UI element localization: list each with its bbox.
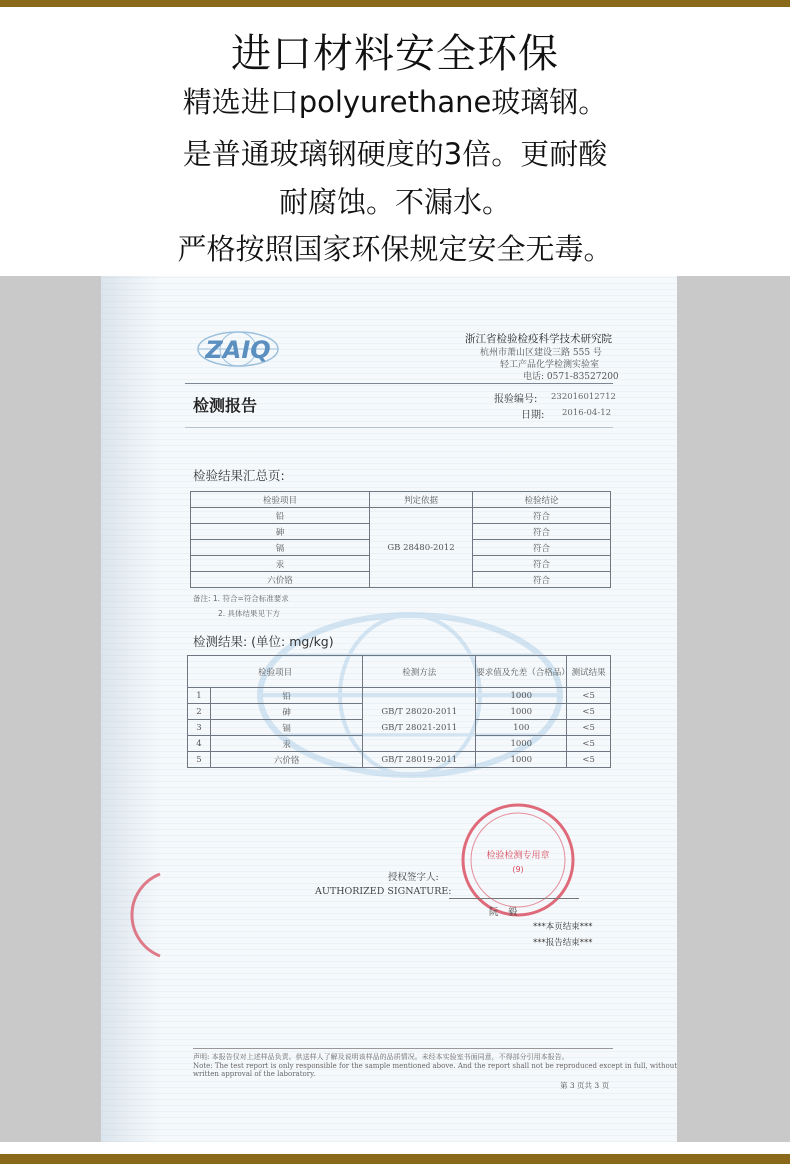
summary-conclusion: 符合 — [473, 540, 611, 556]
table-row — [188, 752, 611, 768]
signature-name: 阮 毅 — [489, 907, 518, 918]
summary-header-conclusion: 检验结论 — [473, 492, 611, 508]
row-limit: 1000 — [476, 752, 567, 768]
results-table — [187, 655, 611, 768]
top-gold-bar — [0, 0, 790, 7]
table-row — [191, 508, 611, 524]
summary-conclusion: 符合 — [473, 572, 611, 588]
table-row — [188, 688, 611, 704]
results-header-result: 测试结果 — [567, 656, 611, 688]
date-label: 日期: — [521, 410, 545, 421]
results-header-method: 检测方法 — [363, 656, 476, 688]
logo-text: ZAIQ — [205, 336, 271, 364]
row-item: 铅 — [211, 688, 363, 704]
institute-tel: 电话: 0571-83527200 — [523, 372, 619, 382]
summary-title: 检验结果汇总页: — [193, 468, 285, 483]
row-number: 3 — [188, 720, 211, 736]
title-rule — [185, 427, 613, 428]
summary-note-2: 2. 具体结果见下方 — [218, 609, 281, 618]
summary-item: 砷 — [191, 524, 370, 540]
header-rule — [185, 383, 613, 384]
report-no-value: 232016012712 — [551, 392, 616, 402]
banner-line-1: 精选进口polyurethane玻璃钢。 — [182, 85, 608, 119]
report-end-text: ***报告结束*** — [533, 938, 593, 948]
summary-note-1: 备注: 1. 符合=符合标准要求 — [193, 594, 289, 603]
summary-conclusion: 符合 — [473, 508, 611, 524]
summary-table — [190, 491, 611, 588]
summary-item: 铅 — [191, 508, 370, 524]
row-limit: 100 — [476, 720, 567, 736]
summary-basis: GB 28480-2012 — [370, 508, 473, 588]
seal-text: 检验检测专用章 — [486, 851, 550, 861]
bottom-gold-bar — [0, 1154, 790, 1164]
row-limit: 1000 — [476, 736, 567, 752]
results-header-limit: 要求值及允差（合格品） — [476, 656, 567, 688]
seal-subtext: (9) — [512, 865, 524, 874]
row-limit: 1000 — [476, 704, 567, 720]
banner-line-2: 是普通玻璃钢硬度的3倍。更耐酸 — [182, 137, 608, 171]
summary-header-item: 检验项目 — [191, 492, 370, 508]
row-number: 1 — [188, 688, 211, 704]
institute-address: 杭州市萧山区建设三路 555 号 — [480, 348, 602, 358]
summary-item: 汞 — [191, 556, 370, 572]
summary-item: 六价铬 — [191, 572, 370, 588]
signature-line — [449, 898, 579, 899]
report-title: 检测报告 — [193, 396, 258, 415]
summary-item: 镉 — [191, 540, 370, 556]
signature-label-en: AUTHORIZED SIGNATURE: — [315, 886, 452, 897]
row-result: <5 — [567, 720, 611, 736]
date-value: 2016-04-12 — [562, 408, 612, 418]
banner-line-4: 严格按照国家环保规定安全无毒。 — [177, 232, 613, 266]
method-line-2: GB/T 28021-2011 — [381, 722, 458, 733]
footer-disclaimer-cn: 声明: 本报告仅对上述样品负责。供送样人了解及说明该样品的品质情况。未经本实验室书面同意，不得部分引用本报告。 — [193, 1053, 569, 1061]
row-number: 4 — [188, 736, 211, 752]
footer-rule — [193, 1048, 613, 1049]
summary-conclusion: 符合 — [473, 524, 611, 540]
row-result: <5 — [567, 736, 611, 752]
row-item: 汞 — [211, 736, 363, 752]
report-no-label: 报验编号: — [494, 394, 538, 405]
row-number: 5 — [188, 752, 211, 768]
signature-label-cn: 授权签字人: — [388, 872, 439, 883]
row-item: 六价铬 — [211, 752, 363, 768]
results-title: 检测结果: (单位: mg/kg) — [193, 634, 334, 649]
partial-seal-icon — [112, 870, 162, 960]
zaiq-logo-icon — [190, 330, 286, 368]
summary-conclusion: 符合 — [473, 556, 611, 572]
row-method-combined — [363, 688, 476, 752]
row-method: GB/T 28019-2011 — [363, 752, 476, 768]
banner-title: 进口材料安全环保 — [231, 31, 559, 77]
footer-disclaimer-en-2: written approval of the laboratory. — [193, 1070, 316, 1078]
summary-header-basis: 判定依据 — [370, 492, 473, 508]
method-line-1: GB/T 28020-2011 — [381, 706, 458, 717]
banner-line-3: 耐腐蚀。不漏水。 — [278, 185, 511, 219]
row-number: 2 — [188, 704, 211, 720]
row-item: 镉 — [211, 720, 363, 736]
row-item: 砷 — [211, 704, 363, 720]
institute-name: 浙江省检验检疫科学技术研究院 — [465, 333, 612, 345]
official-seal-icon — [458, 800, 578, 920]
results-header-item: 检验项目 — [188, 656, 363, 688]
row-result: <5 — [567, 688, 611, 704]
row-limit: 1000 — [476, 688, 567, 704]
institute-lab: 轻工产品化学检测实验室 — [500, 360, 600, 370]
page-number: 第 3 页共 3 页 — [560, 1081, 610, 1090]
page-end-text: ***本页结束*** — [533, 922, 593, 932]
row-result: <5 — [567, 752, 611, 768]
paper-shadow — [101, 276, 161, 1142]
row-result: <5 — [567, 704, 611, 720]
footer-disclaimer-en-1: Note: The test report is only responsible for the sample mentioned above. And the report shall not be reproduced except in full, without — [193, 1062, 678, 1070]
